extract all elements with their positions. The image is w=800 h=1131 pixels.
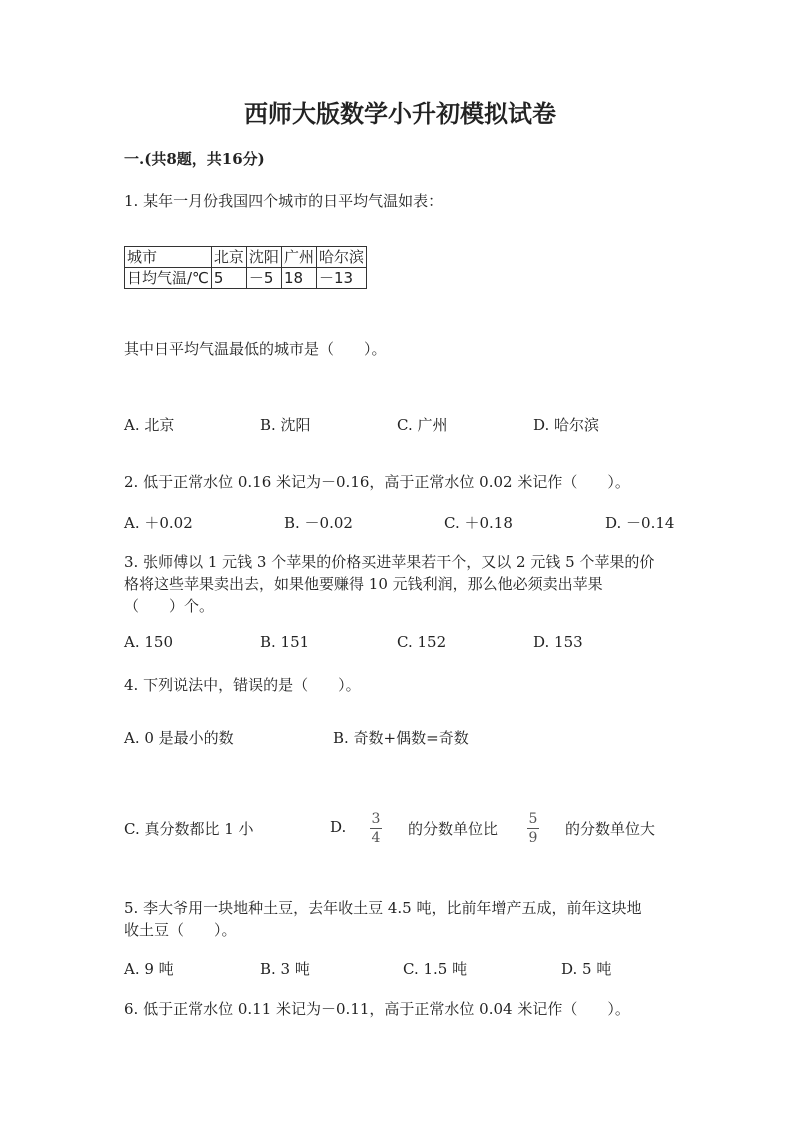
question-1-ask: 其中日平均气温最低的城市是（ ）。 bbox=[124, 340, 387, 358]
q4-option-d-text-1: 的分数单位比 bbox=[408, 820, 499, 838]
fraction-denominator: 4 bbox=[371, 830, 381, 846]
q2-option-c[interactable]: C. ＋0.18 bbox=[444, 514, 513, 532]
q4-option-b[interactable]: B. 奇数+偶数=奇数 bbox=[333, 729, 469, 747]
question-3-line-2: 格将这些苹果卖出去，如果他要赚得 10 元钱利润，那么他必须卖出苹果 bbox=[124, 575, 603, 593]
q3-option-d[interactable]: D. 153 bbox=[533, 633, 583, 651]
q1-option-c[interactable]: C. 广州 bbox=[397, 416, 448, 434]
table-header-row bbox=[125, 247, 367, 268]
table-row bbox=[125, 268, 367, 289]
question-2-stem: 2. 低于正常水位 0.16 米记为－0.16，高于正常水位 0.02 米记作（ ）。 bbox=[124, 473, 630, 491]
q2-option-d[interactable]: D. －0.14 bbox=[605, 514, 675, 532]
question-5-line-1: 5. 李大爷用一块地种土豆，去年收土豆 4.5 吨，比前年增产五成，前年这块地 bbox=[124, 899, 642, 917]
q4-option-a[interactable]: A. 0 是最小的数 bbox=[124, 729, 234, 747]
q1-option-d[interactable]: D. 哈尔滨 bbox=[533, 416, 600, 434]
q5-option-c[interactable]: C. 1.5 吨 bbox=[403, 960, 468, 978]
fraction-denominator: 9 bbox=[528, 830, 538, 846]
question-1-stem: 1. 某年一月份我国四个城市的日平均气温如表： bbox=[124, 192, 444, 210]
q5-option-d[interactable]: D. 5 吨 bbox=[561, 960, 612, 978]
fraction-numerator: 5 bbox=[528, 811, 538, 827]
q4-option-c[interactable]: C. 真分数都比 1 小 bbox=[124, 820, 254, 838]
table-cell: 日均气温/℃ bbox=[125, 268, 212, 289]
q1-option-b[interactable]: B. 沈阳 bbox=[260, 416, 311, 434]
question-3-line-1: 3. 张师傅以 1 元钱 3 个苹果的价格买进苹果若干个，又以 2 元钱 5 个苹果的价 bbox=[124, 553, 655, 571]
q4-option-d[interactable]: D. bbox=[330, 818, 347, 836]
q2-option-a[interactable]: A. ＋0.02 bbox=[124, 514, 193, 532]
fraction-numerator: 3 bbox=[371, 811, 381, 827]
question-3-line-3: （ ）个。 bbox=[124, 597, 215, 615]
fraction-five-ninths bbox=[527, 811, 539, 846]
q5-option-b[interactable]: B. 3 吨 bbox=[260, 960, 310, 978]
fraction-three-quarters bbox=[370, 811, 382, 846]
q3-option-b[interactable]: B. 151 bbox=[260, 633, 310, 651]
table-cell: 哈尔滨 bbox=[316, 247, 366, 268]
table-cell: 广州 bbox=[281, 247, 316, 268]
table-cell: 5 bbox=[211, 268, 246, 289]
table-cell: 城市 bbox=[125, 247, 212, 268]
page-title: 西师大版数学小升初模拟试卷 bbox=[244, 99, 556, 128]
section-heading: 一.(共8题，共16分) bbox=[124, 150, 265, 168]
table-cell: 18 bbox=[281, 268, 316, 289]
question-5-line-2: 收土豆（ ）。 bbox=[124, 921, 237, 939]
fraction-bar bbox=[527, 828, 539, 829]
table-cell: －13 bbox=[316, 268, 366, 289]
q1-option-a[interactable]: A. 北京 bbox=[124, 416, 175, 434]
q3-option-a[interactable]: A. 150 bbox=[124, 633, 173, 651]
temperature-table bbox=[124, 246, 367, 289]
table-cell: 北京 bbox=[211, 247, 246, 268]
q5-option-a[interactable]: A. 9 吨 bbox=[124, 960, 174, 978]
q4-option-d-text-2: 的分数单位大 bbox=[565, 820, 656, 838]
q2-option-b[interactable]: B. －0.02 bbox=[284, 514, 353, 532]
table-cell: －5 bbox=[246, 268, 281, 289]
q3-option-c[interactable]: C. 152 bbox=[397, 633, 447, 651]
question-4-stem: 4. 下列说法中，错误的是（ ）。 bbox=[124, 676, 361, 694]
fraction-bar bbox=[370, 828, 382, 829]
table-cell: 沈阳 bbox=[246, 247, 281, 268]
question-6-stem: 6. 低于正常水位 0.11 米记为－0.11，高于正常水位 0.04 米记作（ ）。 bbox=[124, 1000, 630, 1018]
